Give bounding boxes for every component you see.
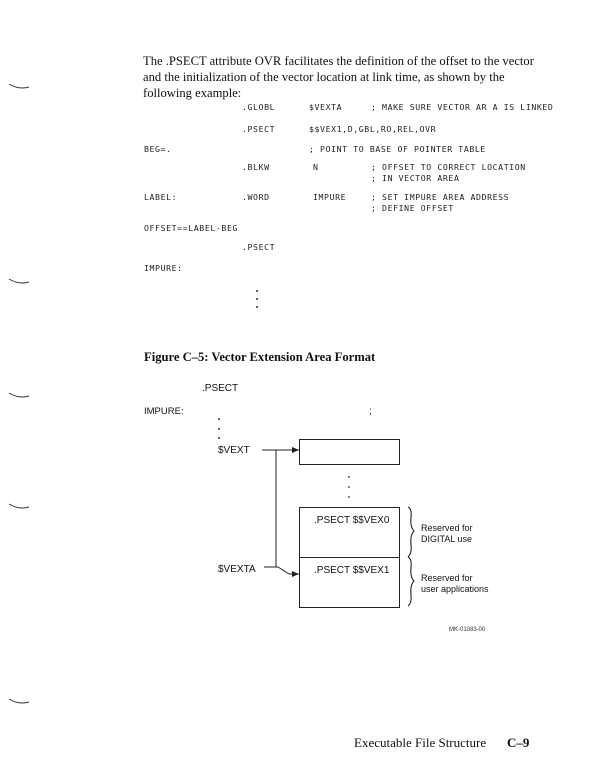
code-op: .BLKW <box>242 162 270 172</box>
vext-label: $VEXT <box>218 445 250 456</box>
reserved-user-line2: user applications <box>421 584 489 594</box>
code-op: .WORD <box>242 192 270 202</box>
code-label: LABEL: <box>144 192 178 202</box>
vext-pointer-box <box>299 439 400 465</box>
code-comment: ; OFFSET TO CORRECT LOCATION <box>371 162 526 172</box>
figure-psect: .PSECT <box>202 383 239 394</box>
page-number: C–9 <box>507 735 530 750</box>
code-arg: $$VEX1,D,GBL,RO,REL,OVR <box>309 124 437 134</box>
reserved-digital-line2: DIGITAL use <box>421 534 473 544</box>
code-arg: N <box>313 162 319 172</box>
reserved-digital-line1: Reserved for <box>421 523 473 533</box>
code-comment: ; MAKE SURE VECTOR AR A IS LINKED <box>371 102 554 112</box>
code-arg: IMPURE <box>313 192 347 202</box>
running-footer-title: Executable File Structure <box>354 735 487 750</box>
code-comment: ; SET IMPURE AREA ADDRESS <box>371 192 510 202</box>
psect-vex1-label: .PSECT $$VEX1 <box>314 565 390 576</box>
code-comment: ; POINT TO BASE OF POINTER TABLE <box>309 144 486 154</box>
figure-title: Figure C–5: Vector Extension Area Format <box>144 350 376 364</box>
code-op: .PSECT <box>242 242 276 252</box>
code-op: .GLOBL <box>242 102 276 112</box>
box-divider <box>299 557 400 558</box>
code-label: IMPURE: <box>144 263 183 273</box>
figure-id: MK-01083-00 <box>449 627 486 633</box>
code-arg: $VEXTA <box>309 102 343 112</box>
code-comment: ; DEFINE OFFSET <box>371 203 454 213</box>
figure-impure-label: IMPURE: <box>144 406 184 417</box>
reserved-user-line1: Reserved for <box>421 573 473 583</box>
code-label: OFFSET==LABEL-BEG <box>144 223 238 233</box>
code-comment: ; IN VECTOR AREA <box>371 173 460 183</box>
code-op: .PSECT <box>242 124 276 134</box>
psect-vex0-label: .PSECT $$VEX0 <box>314 515 390 526</box>
code-label: BEG=. <box>144 144 172 154</box>
vexta-label: $VEXTA <box>218 564 256 575</box>
figure-semicolon: ; <box>369 406 372 417</box>
intro-paragraph: The .PSECT attribute OVR facilitates the definition of the offset to the vector and the initialization of the vector location at link time, as shown by the following example: <box>143 54 534 100</box>
